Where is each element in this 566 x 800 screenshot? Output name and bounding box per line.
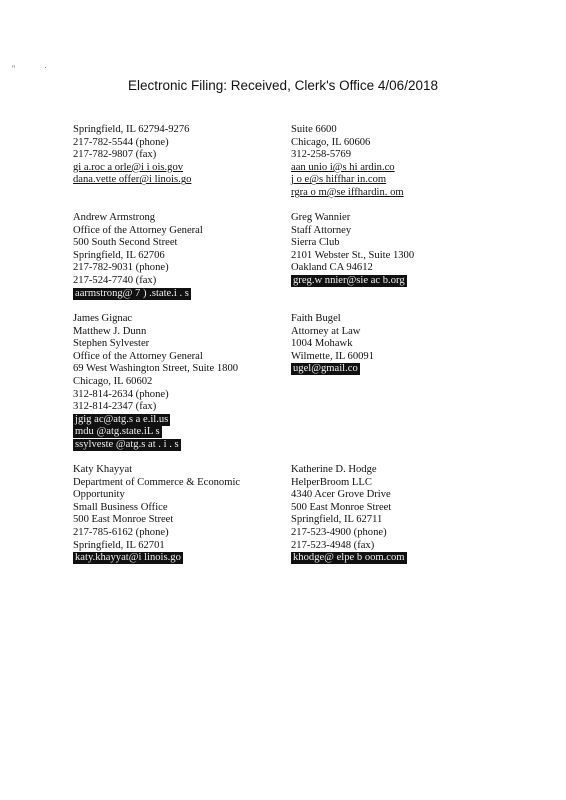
contact-line — [73, 376, 238, 389]
contact-block — [73, 124, 191, 187]
contact-line — [73, 502, 240, 515]
contact-line-text: Office of the Attorney General — [73, 350, 203, 362]
contact-line-text: 217-785-6162 (phone) — [73, 526, 169, 538]
contact-line-text: Springfield, IL 62794-9276 — [73, 124, 190, 135]
contact-line-text: 500 South Second Street — [73, 237, 178, 249]
contact-line — [291, 262, 414, 275]
contact-line — [73, 514, 240, 527]
contact-line — [291, 225, 414, 238]
contact-line — [291, 212, 414, 225]
contact-line — [291, 237, 414, 250]
contact-line — [73, 313, 238, 326]
contact-email — [73, 426, 238, 439]
contact-line — [73, 338, 238, 351]
email-link-text: dana.vette offer@i linois.go — [73, 174, 192, 186]
email-link-text: aan unio i@s hi ardin.co — [291, 161, 395, 173]
contact-line — [291, 477, 407, 490]
contact-line — [73, 237, 203, 250]
contact-email — [73, 414, 238, 427]
contact-block — [73, 212, 203, 300]
email-redacted-highlight: katy.khayyat@i linois.go — [75, 552, 181, 564]
contact-line — [73, 389, 238, 402]
contact-line-text: Opportunity — [73, 489, 125, 501]
contact-line-text: 500 East Monroe Street — [73, 514, 174, 526]
email-redacted-highlight: ssylveste @atg.s at . i . s — [75, 438, 179, 450]
contact-line — [73, 351, 238, 364]
contact-line-text: Wilmette, IL 60091 — [291, 350, 375, 362]
email-redacted-highlight: khodge@ elpe b oom.com — [293, 552, 405, 564]
email-link-text: rgra o m@se iffhardin. om — [291, 186, 404, 198]
email-redacted-highlight: mdu @atg.state.iL s — [75, 426, 160, 438]
scan-mark: · — [44, 62, 47, 72]
contact-line-text: Staff Attorney — [291, 224, 352, 236]
contact-line-text: Springfield, IL 62711 — [291, 514, 383, 526]
contact-line — [291, 464, 407, 477]
contact-line-text: 217-523-4900 (phone) — [291, 526, 387, 538]
contact-email — [73, 552, 240, 565]
contact-line-text: 1004 Mohawk — [291, 338, 353, 350]
email-redacted-highlight: aarmstrong@ 7 ) .state.i . s — [75, 287, 189, 299]
contact-line — [73, 464, 240, 477]
contact-line — [73, 540, 240, 553]
contact-line-text: Andrew Armstrong — [73, 212, 156, 223]
contact-line — [73, 527, 240, 540]
contact-line-text: 69 West Washington Street, Suite 1800 — [73, 363, 239, 375]
contact-line — [291, 502, 407, 515]
contact-email — [291, 187, 404, 200]
contact-line-text: 312-258-5769 — [291, 149, 352, 161]
contact-line — [291, 149, 404, 162]
contact-line — [291, 514, 407, 527]
contact-line-text: Attorney at Law — [291, 325, 361, 337]
contact-line-text: Chicago, IL 60602 — [73, 375, 153, 387]
contact-email — [73, 162, 191, 175]
contact-line-text: 217-523-4948 (fax) — [291, 539, 375, 551]
contact-line — [73, 124, 191, 137]
contact-line-text: Stephen Sylvester — [73, 338, 150, 350]
contact-line — [73, 363, 238, 376]
contact-line — [291, 351, 374, 364]
contact-line — [73, 250, 203, 263]
contact-line — [73, 489, 240, 502]
contact-line — [73, 275, 203, 288]
email-link-text: gi a.roc a orle@i i ois.gov — [73, 161, 184, 173]
contact-line-text: Chicago, IL 60606 — [291, 136, 371, 148]
scan-mark: " — [12, 64, 16, 74]
contact-line — [73, 225, 203, 238]
contact-email — [291, 275, 414, 288]
contact-line-text: 312-814-2634 (phone) — [73, 388, 169, 400]
email-redacted-highlight: ugel@gmail.co — [293, 363, 358, 375]
contact-line-text: Suite 6600 — [291, 124, 337, 135]
contact-line-text: Matthew J. Dunn — [73, 325, 147, 337]
contact-line — [291, 489, 407, 502]
contact-line-text: 500 East Monroe Street — [291, 501, 392, 513]
contact-line-text: Katherine D. Hodge — [291, 464, 377, 475]
contact-email — [291, 363, 374, 376]
contact-line-text: Department of Commerce & Economic — [73, 476, 241, 488]
contact-line-text: Sierra Club — [291, 237, 340, 249]
email-redacted-highlight: jgig ac@atg.s a e.il.us — [75, 413, 169, 425]
contact-line — [291, 124, 404, 137]
contact-line-text: Katy Khayyat — [73, 464, 133, 475]
contact-block — [291, 313, 374, 376]
contact-email — [291, 162, 404, 175]
contact-line-text: 217-782-9031 (phone) — [73, 262, 169, 274]
contact-email — [291, 174, 404, 187]
contact-line-text: Office of the Attorney General — [73, 224, 203, 236]
contact-line — [291, 313, 374, 326]
contact-line — [73, 477, 240, 490]
contact-email — [73, 439, 238, 452]
contact-block — [73, 464, 240, 565]
contact-email — [73, 174, 191, 187]
contact-line — [73, 137, 191, 150]
contact-line-text: 4340 Acer Grove Drive — [291, 489, 391, 501]
contact-line — [73, 326, 238, 339]
email-link-text: j o e@s hiffhar in.com — [291, 174, 387, 186]
contact-line — [291, 540, 407, 553]
contact-line-text: Springfield, IL 62701 — [73, 539, 165, 551]
contact-line — [73, 149, 191, 162]
contact-line-text: 217-782-5544 (phone) — [73, 136, 169, 148]
contact-line — [291, 338, 374, 351]
contact-email — [291, 552, 407, 565]
contact-line-text: Oakland CA 94612 — [291, 262, 373, 274]
contact-line — [73, 212, 203, 225]
contact-line-text: HelperBroom LLC — [291, 476, 372, 488]
contact-line-text: 217-524-7740 (fax) — [73, 274, 157, 286]
contact-line — [291, 250, 414, 263]
contact-block — [291, 464, 407, 565]
page-header: Electronic Filing: Received, Clerk's Office 4/06/2018 — [128, 78, 438, 93]
email-redacted-highlight: greg.w nnier@sie ac b.org — [293, 274, 405, 286]
contact-line-text: 217-782-9807 (fax) — [73, 149, 157, 161]
contact-line-text: James Gignac — [73, 313, 133, 324]
contact-email — [73, 288, 203, 301]
contact-line-text: Greg Wannier — [291, 212, 351, 223]
contact-line — [291, 137, 404, 150]
contact-block — [291, 212, 414, 288]
contact-line-text: Small Business Office — [73, 501, 168, 513]
contact-line-text: 312-814-2347 (fax) — [73, 401, 157, 413]
contact-line — [291, 527, 407, 540]
contact-line-text: Faith Bugel — [291, 313, 341, 324]
contact-line — [291, 326, 374, 339]
contact-line-text: Springfield, IL 62706 — [73, 249, 165, 261]
contact-line — [73, 401, 238, 414]
contact-line-text: 2101 Webster St., Suite 1300 — [291, 249, 415, 261]
contact-line — [73, 262, 203, 275]
contact-block — [291, 124, 404, 200]
contact-block — [73, 313, 238, 452]
